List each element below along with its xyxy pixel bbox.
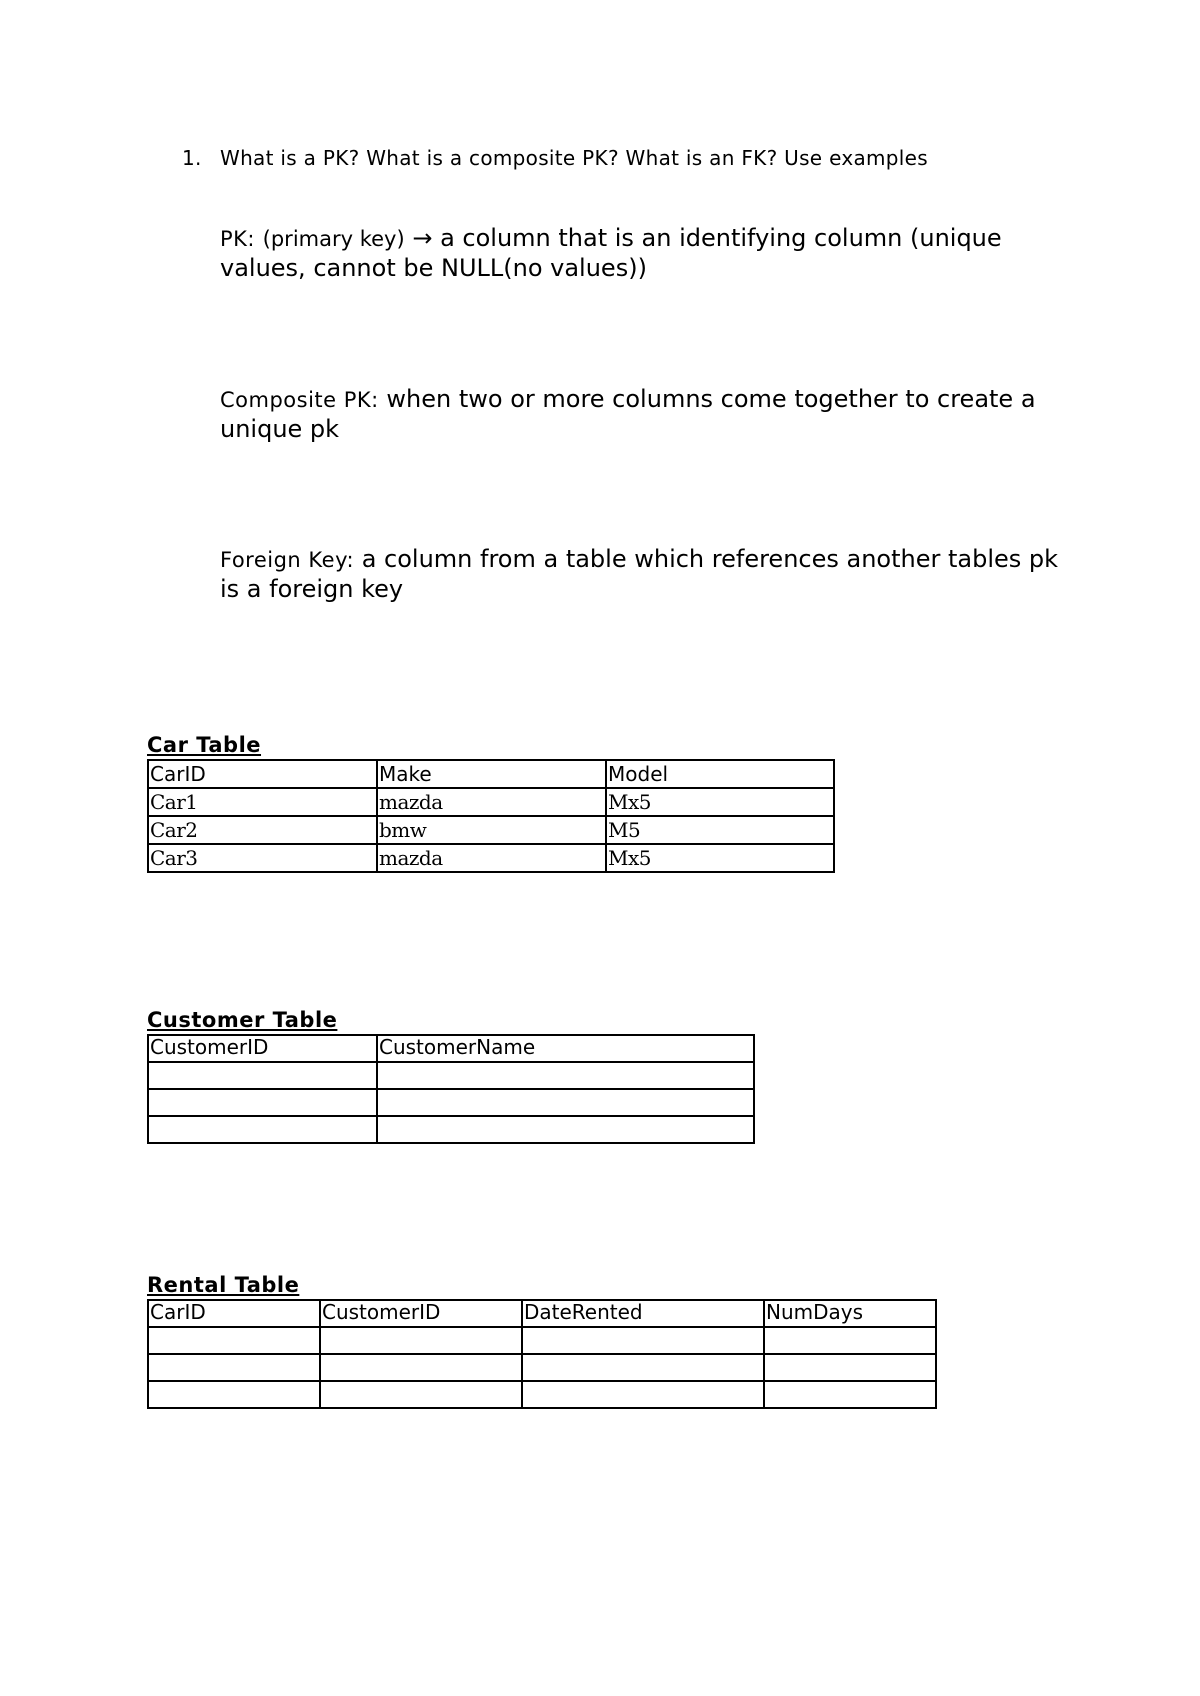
- table-row: [148, 1327, 936, 1354]
- table-cell: [522, 1354, 764, 1381]
- header-cell: CustomerName: [377, 1035, 754, 1062]
- customer-table: [147, 1034, 755, 1144]
- table-header-row: [148, 760, 834, 788]
- question-number: 1.: [182, 146, 202, 170]
- table-cell: [320, 1327, 522, 1354]
- table-cell: mazda: [377, 844, 606, 872]
- table-row: [148, 1116, 754, 1143]
- table-cell: [522, 1327, 764, 1354]
- table-cell: [377, 1062, 754, 1089]
- table-cell: [148, 1089, 377, 1116]
- table-cell: M5: [606, 816, 834, 844]
- header-cell: CarID: [148, 760, 377, 788]
- table-cell: [148, 1354, 320, 1381]
- car-table-title: Car Table: [147, 733, 262, 757]
- table-cell: [148, 1116, 377, 1143]
- header-cell: Make: [377, 760, 606, 788]
- table-cell: [764, 1381, 936, 1408]
- table-cell: Car1: [148, 788, 377, 816]
- table-header-row: [148, 1035, 754, 1062]
- header-cell: CustomerID: [320, 1300, 522, 1327]
- customer-table-title: Customer Table: [147, 1008, 338, 1032]
- pk-paren: (primary key): [262, 227, 405, 251]
- table-row: [148, 844, 834, 872]
- table-cell: [320, 1381, 522, 1408]
- fk-definition: a column from a table which references another tables pk is a foreign key: [220, 545, 1059, 603]
- header-cell: Model: [606, 760, 834, 788]
- composite-pk-answer: [220, 385, 1070, 444]
- table-cell: Car2: [148, 816, 377, 844]
- arrow-icon: →: [412, 224, 433, 252]
- table-row: [148, 788, 834, 816]
- header-cell: CustomerID: [148, 1035, 377, 1062]
- table-cell: [148, 1381, 320, 1408]
- pk-term: PK:: [220, 227, 256, 251]
- table-cell: [522, 1381, 764, 1408]
- question-text: What is a PK? What is a composite PK? What is an FK? Use examples: [220, 146, 928, 170]
- table-row: [148, 816, 834, 844]
- fk-answer: [220, 545, 1070, 604]
- table-header-row: [148, 1300, 936, 1327]
- fk-term: Foreign Key:: [220, 548, 355, 572]
- table-cell: bmw: [377, 816, 606, 844]
- table-row: [148, 1354, 936, 1381]
- composite-pk-term: Composite PK:: [220, 388, 379, 412]
- header-cell: DateRented: [522, 1300, 764, 1327]
- table-cell: Mx5: [606, 788, 834, 816]
- table-cell: [377, 1089, 754, 1116]
- rental-table: [147, 1299, 937, 1409]
- table-cell: [148, 1062, 377, 1089]
- table-row: [148, 1381, 936, 1408]
- table-row: [148, 1062, 754, 1089]
- table-cell: Mx5: [606, 844, 834, 872]
- table-cell: Car3: [148, 844, 377, 872]
- pk-definition: a column that is an identifying column (unique values, cannot be NULL(no values)): [220, 224, 1002, 282]
- table-row: [148, 1089, 754, 1116]
- car-table: [147, 759, 835, 873]
- table-cell: mazda: [377, 788, 606, 816]
- table-cell: [377, 1116, 754, 1143]
- header-cell: NumDays: [764, 1300, 936, 1327]
- table-cell: [764, 1327, 936, 1354]
- composite-pk-definition: when two or more columns come together to create a unique pk: [220, 385, 1036, 443]
- table-cell: [764, 1354, 936, 1381]
- table-cell: [148, 1327, 320, 1354]
- table-cell: [320, 1354, 522, 1381]
- question-item: [182, 146, 928, 170]
- rental-table-title: Rental Table: [147, 1273, 300, 1297]
- pk-answer: [220, 224, 1070, 283]
- header-cell: CarID: [148, 1300, 320, 1327]
